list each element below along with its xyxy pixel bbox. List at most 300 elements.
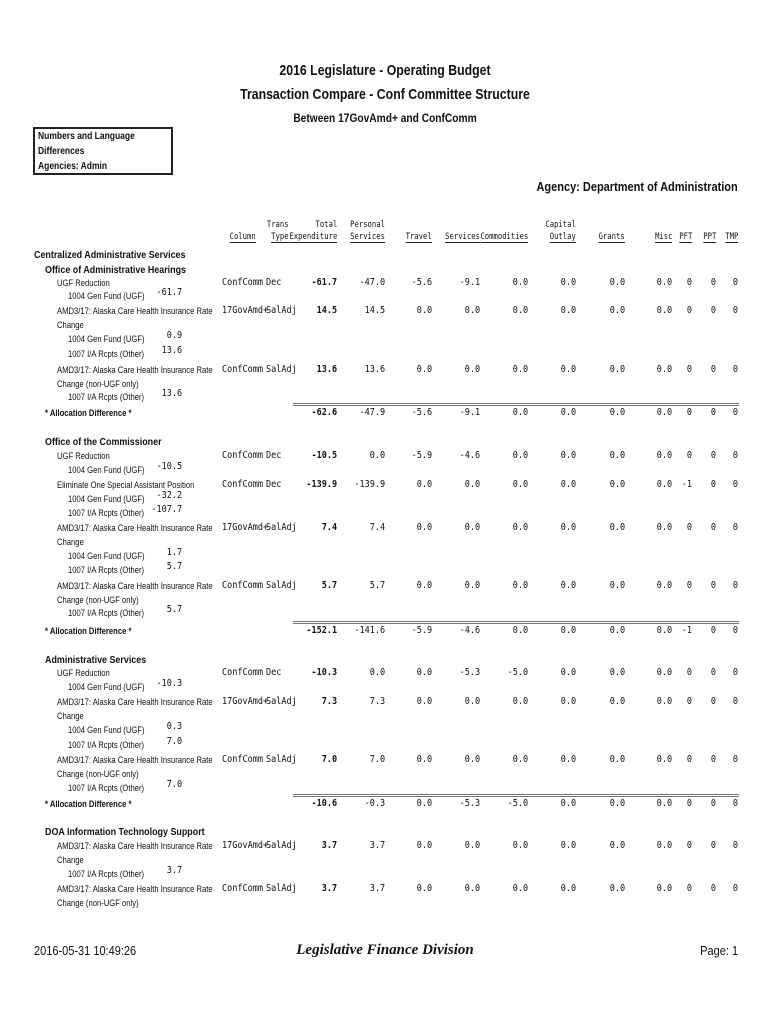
amount-cell: 0.0: [512, 754, 528, 765]
transaction-column: ConfComm: [222, 479, 263, 490]
fund-amount: 1.7: [166, 547, 182, 558]
transaction-column: 17GovAmd+: [222, 840, 269, 851]
transaction-column: ConfComm: [222, 450, 263, 461]
fund-source: 1004 Gen Fund (UGF): [68, 334, 145, 344]
fund-source: 1004 Gen Fund (UGF): [68, 682, 145, 692]
amount-cell: 0.0: [609, 840, 625, 851]
column-header-line1: [480, 219, 528, 231]
transaction-column: 17GovAmd+: [222, 522, 269, 533]
transaction-type: SalAdj: [266, 696, 297, 707]
transaction-type: Dec: [266, 450, 282, 461]
fund-source: 1007 I/A Rcpts (Other): [68, 508, 145, 518]
amount-cell: 0.0: [656, 696, 672, 707]
column-header: [725, 219, 738, 243]
amount-cell: 0: [710, 522, 716, 533]
amount-cell: 0: [710, 667, 716, 678]
fund-source: 1004 Gen Fund (UGF): [68, 291, 145, 301]
total-cell: 0.0: [560, 625, 576, 636]
amount-cell: 14.5: [316, 305, 337, 316]
section-title: Office of Administrative Hearings: [45, 264, 187, 276]
column-header: [599, 219, 625, 243]
amount-cell: 0.0: [464, 305, 480, 316]
amount-cell: 0.0: [609, 696, 625, 707]
amount-cell: -61.7: [311, 277, 337, 288]
total-cell: -9.1: [459, 407, 480, 418]
transaction-type: SalAdj: [266, 883, 297, 894]
amount-cell: 0: [686, 364, 692, 375]
transaction-label: Eliminate One Special Assistant Position: [57, 480, 195, 490]
total-cell: 0.0: [609, 407, 625, 418]
total-cell: -5.6: [411, 407, 432, 418]
total-cell: 0: [732, 407, 738, 418]
amount-cell: 0: [732, 840, 738, 851]
fund-amount: 5.7: [166, 604, 182, 615]
amount-cell: 7.0: [321, 754, 337, 765]
filter-box: [33, 127, 173, 175]
amount-cell: 0.0: [560, 840, 576, 851]
amount-cell: 0.0: [560, 522, 576, 533]
column-header-line1: Capital: [545, 220, 576, 230]
amount-cell: -5.3: [459, 667, 480, 678]
amount-cell: 0.0: [560, 364, 576, 375]
transaction-type: SalAdj: [266, 305, 297, 316]
column-header-line2: Outlay: [549, 232, 576, 242]
amount-cell: 0: [686, 883, 692, 894]
column-header-line1: Personal: [350, 220, 385, 230]
division-name: Legislative Finance Division: [296, 942, 474, 958]
transaction-type: SalAdj: [266, 522, 297, 533]
amount-cell: 0.0: [609, 754, 625, 765]
amount-cell: 0: [686, 696, 692, 707]
transaction-column: ConfComm: [222, 754, 263, 765]
amount-cell: 0: [710, 450, 716, 461]
amount-cell: 0: [732, 479, 738, 490]
column-header-line2: Type: [271, 232, 289, 242]
column-header-line2: Column: [229, 232, 256, 242]
amount-cell: 0.0: [609, 450, 625, 461]
amount-cell: 0: [686, 840, 692, 851]
fund-amount: 13.6: [161, 345, 182, 356]
column-header-line2: Travel: [405, 232, 432, 242]
amount-cell: 0.0: [464, 522, 480, 533]
amount-cell: 0.0: [656, 840, 672, 851]
column-header: [230, 219, 256, 243]
transaction-label: UGF Reduction: [57, 451, 110, 461]
amount-cell: 0.0: [656, 364, 672, 375]
amount-cell: 0: [686, 754, 692, 765]
transaction-column: 17GovAmd+: [222, 696, 269, 707]
transaction-type: SalAdj: [266, 364, 297, 375]
amount-cell: 3.7: [321, 840, 337, 851]
column-header-line1: [599, 219, 625, 231]
amount-cell: 5.7: [321, 580, 337, 591]
section-title: Office of the Commissioner: [45, 436, 162, 448]
column-header-line2: Misc: [654, 232, 672, 242]
column-header-line1: [406, 219, 432, 231]
fund-source: 1007 I/A Rcpts (Other): [68, 740, 145, 750]
total-cell: 0: [686, 407, 692, 418]
fund-source: 1007 I/A Rcpts (Other): [68, 608, 145, 618]
transaction-column: ConfComm: [222, 667, 263, 678]
column-header-line2: Expenditure: [289, 232, 337, 242]
column-header-line1: [445, 219, 480, 231]
amount-cell: 0: [686, 580, 692, 591]
fund-amount: -61.7: [156, 287, 182, 298]
amount-cell: 0.0: [369, 450, 385, 461]
column-header: [546, 219, 576, 243]
column-header: [445, 219, 480, 243]
total-rule: [293, 794, 739, 797]
amount-cell: 0: [732, 883, 738, 894]
amount-cell: 0.0: [369, 667, 385, 678]
total-cell: -5.3: [459, 798, 480, 809]
fund-source: 1007 I/A Rcpts (Other): [68, 565, 145, 575]
amount-cell: 14.5: [364, 305, 385, 316]
amount-cell: 0.0: [416, 479, 432, 490]
fund-amount: -10.3: [156, 678, 182, 689]
amount-cell: 0.0: [464, 364, 480, 375]
amount-cell: -10.3: [311, 667, 337, 678]
amount-cell: 0: [686, 450, 692, 461]
transaction-label: AMD3/17: Alaska Care Health Insurance Rate: [57, 581, 213, 591]
column-header-line2: Commodities: [480, 232, 528, 242]
amount-cell: 0.0: [416, 696, 432, 707]
amount-cell: 0.0: [609, 580, 625, 591]
total-cell: -5.9: [411, 625, 432, 636]
fund-amount: 7.0: [166, 736, 182, 747]
amount-cell: 0.0: [464, 754, 480, 765]
amount-cell: 0.0: [416, 667, 432, 678]
transaction-type: Dec: [266, 277, 282, 288]
fund-amount: 13.6: [161, 388, 182, 399]
transaction-column: ConfComm: [222, 277, 263, 288]
total-cell: 0: [732, 798, 738, 809]
amount-cell: 0.0: [656, 883, 672, 894]
amount-cell: 0.0: [560, 479, 576, 490]
transaction-label: Change: [57, 537, 84, 547]
amount-cell: -9.1: [459, 277, 480, 288]
amount-cell: 0.0: [609, 522, 625, 533]
total-cell: 0: [710, 798, 716, 809]
transaction-type: SalAdj: [266, 754, 297, 765]
column-header-line2: Grants: [598, 232, 625, 242]
amount-cell: 13.6: [364, 364, 385, 375]
total-rule: [293, 403, 739, 406]
transaction-label: Change (non-UGF only): [57, 379, 139, 389]
amount-cell: 0: [710, 883, 716, 894]
column-header: [703, 219, 716, 243]
amount-cell: 0: [710, 754, 716, 765]
column-header-line2: Services: [445, 232, 480, 242]
amount-cell: 0.0: [512, 840, 528, 851]
amount-cell: 0.0: [464, 580, 480, 591]
transaction-label: AMD3/17: Alaska Care Health Insurance Rate: [57, 755, 213, 765]
total-cell: 0.0: [560, 798, 576, 809]
amount-cell: 7.3: [321, 696, 337, 707]
amount-cell: 0.0: [656, 277, 672, 288]
fund-amount: -10.5: [156, 461, 182, 472]
transaction-column: ConfComm: [222, 364, 263, 375]
amount-cell: 0: [686, 522, 692, 533]
fund-amount: -32.2: [156, 490, 182, 501]
column-header-line1: Total: [315, 220, 337, 230]
allocation-difference-label: * Allocation Difference *: [45, 799, 132, 809]
amount-cell: -1: [681, 479, 692, 490]
amount-cell: 0: [732, 696, 738, 707]
filter-line: Differences: [38, 146, 85, 157]
amount-cell: 0.0: [560, 277, 576, 288]
total-cell: 0.0: [560, 407, 576, 418]
amount-cell: 0.0: [656, 305, 672, 316]
column-header-line2: PFT: [678, 232, 692, 242]
amount-cell: 0: [732, 754, 738, 765]
amount-cell: 0.0: [656, 450, 672, 461]
fund-amount: -107.7: [151, 504, 182, 515]
transaction-column: 17GovAmd+: [222, 305, 269, 316]
column-header-line1: Trans: [267, 220, 289, 230]
amount-cell: 0.0: [560, 305, 576, 316]
total-cell: 0: [710, 407, 716, 418]
column-header: [267, 219, 289, 243]
amount-cell: -5.6: [411, 277, 432, 288]
amount-cell: 13.6: [316, 364, 337, 375]
amount-cell: 0: [686, 277, 692, 288]
total-cell: 0: [686, 798, 692, 809]
section-title: DOA Information Technology Support: [45, 826, 205, 838]
amount-cell: -10.5: [311, 450, 337, 461]
fund-source: 1007 I/A Rcpts (Other): [68, 392, 145, 402]
transaction-label: AMD3/17: Alaska Care Health Insurance Rate: [57, 306, 213, 316]
amount-cell: 0.0: [512, 696, 528, 707]
transaction-label: UGF Reduction: [57, 668, 110, 678]
transaction-column: ConfComm: [222, 883, 263, 894]
transaction-label: Change (non-UGF only): [57, 595, 139, 605]
amount-cell: 0: [732, 580, 738, 591]
transaction-label: Change: [57, 320, 84, 330]
fund-amount: 5.7: [166, 561, 182, 572]
column-header-line1: [725, 219, 738, 231]
fund-source: 1004 Gen Fund (UGF): [68, 494, 145, 504]
amount-cell: 7.4: [369, 522, 385, 533]
total-cell: -4.6: [459, 625, 480, 636]
amount-cell: 0.0: [512, 479, 528, 490]
amount-cell: 0: [732, 277, 738, 288]
column-header-line1: [655, 219, 672, 231]
amount-cell: 0.0: [609, 667, 625, 678]
amount-cell: 0.0: [609, 305, 625, 316]
total-cell: 0.0: [656, 407, 672, 418]
amount-cell: 0.0: [609, 277, 625, 288]
amount-cell: 3.7: [369, 840, 385, 851]
amount-cell: 0.0: [656, 754, 672, 765]
amount-cell: 0: [710, 277, 716, 288]
total-cell: -62.6: [311, 407, 337, 418]
agency-title: Agency: Department of Administration: [536, 180, 738, 194]
column-header-line2: PPT: [702, 232, 716, 242]
amount-cell: 5.7: [369, 580, 385, 591]
amount-cell: 0: [710, 580, 716, 591]
amount-cell: 0.0: [512, 522, 528, 533]
amount-cell: -47.0: [359, 277, 385, 288]
amount-cell: 0.0: [512, 883, 528, 894]
column-header: [679, 219, 692, 243]
amount-cell: 0.0: [464, 840, 480, 851]
total-cell: 0.0: [656, 625, 672, 636]
amount-cell: 0.0: [416, 840, 432, 851]
total-cell: 0: [710, 625, 716, 636]
report-subtitle: Transaction Compare - Conf Committee Structure: [240, 86, 530, 103]
amount-cell: 0.0: [464, 479, 480, 490]
total-cell: 0.0: [656, 798, 672, 809]
transaction-label: UGF Reduction: [57, 278, 110, 288]
column-header: [655, 219, 672, 243]
total-cell: -47.9: [359, 407, 385, 418]
page-number: Page: 1: [700, 944, 738, 958]
total-rule: [293, 621, 739, 624]
amount-cell: 0.0: [656, 580, 672, 591]
fund-source: 1007 I/A Rcpts (Other): [68, 349, 145, 359]
transaction-label: AMD3/17: Alaska Care Health Insurance Rate: [57, 365, 213, 375]
amount-cell: -5.0: [507, 667, 528, 678]
column-header: [350, 219, 385, 243]
amount-cell: 0.0: [656, 522, 672, 533]
total-cell: -141.6: [354, 625, 385, 636]
column-header: [289, 219, 337, 243]
amount-cell: 3.7: [369, 883, 385, 894]
fund-amount: 0.3: [166, 721, 182, 732]
amount-cell: 0: [710, 364, 716, 375]
amount-cell: 0: [732, 450, 738, 461]
total-cell: 0: [732, 625, 738, 636]
amount-cell: 7.3: [369, 696, 385, 707]
amount-cell: 0.0: [609, 479, 625, 490]
amount-cell: 3.7: [321, 883, 337, 894]
amount-cell: 7.0: [369, 754, 385, 765]
amount-cell: 0: [710, 696, 716, 707]
transaction-type: Dec: [266, 479, 282, 490]
column-header-line2: Services: [350, 232, 385, 242]
amount-cell: 0.0: [416, 364, 432, 375]
amount-cell: -139.9: [354, 479, 385, 490]
amount-cell: 0: [686, 305, 692, 316]
allocation-difference-label: * Allocation Difference *: [45, 408, 132, 418]
column-header-line1: [703, 219, 716, 231]
transaction-label: Change: [57, 711, 84, 721]
amount-cell: 0.0: [464, 883, 480, 894]
amount-cell: -5.9: [411, 450, 432, 461]
fund-amount: 0.9: [166, 330, 182, 341]
amount-cell: 0.0: [416, 305, 432, 316]
amount-cell: 0.0: [560, 580, 576, 591]
print-timestamp: 2016-05-31 10:49:26: [34, 944, 137, 958]
transaction-type: SalAdj: [266, 840, 297, 851]
total-cell: 0.0: [416, 798, 432, 809]
total-cell: -152.1: [306, 625, 337, 636]
transaction-label: AMD3/17: Alaska Care Health Insurance Rate: [57, 884, 213, 894]
amount-cell: 0.0: [609, 364, 625, 375]
transaction-label: AMD3/17: Alaska Care Health Insurance Rate: [57, 697, 213, 707]
filter-line: Agencies: Admin: [38, 161, 108, 172]
column-header-line1: [230, 219, 256, 231]
amount-cell: 0.0: [512, 277, 528, 288]
amount-cell: 0.0: [416, 754, 432, 765]
total-cell: 0.0: [609, 625, 625, 636]
amount-cell: 0.0: [560, 450, 576, 461]
transaction-type: SalAdj: [266, 580, 297, 591]
amount-cell: 0.0: [609, 883, 625, 894]
amount-cell: 0.0: [656, 667, 672, 678]
transaction-label: AMD3/17: Alaska Care Health Insurance Rate: [57, 523, 213, 533]
transaction-label: AMD3/17: Alaska Care Health Insurance Rate: [57, 841, 213, 851]
transaction-label: Change (non-UGF only): [57, 898, 139, 908]
total-cell: -0.3: [364, 798, 385, 809]
total-cell: 0.0: [609, 798, 625, 809]
amount-cell: 0: [710, 479, 716, 490]
amount-cell: 0.0: [512, 305, 528, 316]
fund-source: 1007 I/A Rcpts (Other): [68, 783, 145, 793]
amount-cell: 0: [732, 667, 738, 678]
fund-source: 1004 Gen Fund (UGF): [68, 551, 145, 561]
amount-cell: 0.0: [464, 696, 480, 707]
group-title: Centralized Administrative Services: [34, 249, 186, 261]
fund-source: 1004 Gen Fund (UGF): [68, 725, 145, 735]
total-cell: -10.6: [311, 798, 337, 809]
column-header: [480, 219, 528, 243]
amount-cell: 0.0: [560, 667, 576, 678]
allocation-difference-label: * Allocation Difference *: [45, 626, 132, 636]
amount-cell: 0.0: [416, 522, 432, 533]
amount-cell: 0.0: [512, 364, 528, 375]
amount-cell: -4.6: [459, 450, 480, 461]
filter-line: Numbers and Language: [38, 131, 135, 142]
total-cell: 0.0: [512, 407, 528, 418]
amount-cell: 0: [732, 305, 738, 316]
amount-cell: 0.0: [560, 696, 576, 707]
amount-cell: 0: [686, 667, 692, 678]
amount-cell: 0.0: [416, 580, 432, 591]
column-header-line2: TMP: [724, 232, 738, 242]
amount-cell: 0.0: [512, 580, 528, 591]
amount-cell: 0.0: [560, 883, 576, 894]
comparison-range: Between 17GovAmd+ and ConfComm: [293, 111, 477, 125]
amount-cell: 0: [732, 522, 738, 533]
fund-source: 1004 Gen Fund (UGF): [68, 465, 145, 475]
total-cell: -5.0: [507, 798, 528, 809]
fund-amount: 7.0: [166, 779, 182, 790]
column-header: [406, 219, 432, 243]
amount-cell: 0.0: [416, 883, 432, 894]
section-title: Administrative Services: [45, 654, 147, 666]
total-cell: -1: [681, 625, 692, 636]
transaction-label: Change: [57, 855, 84, 865]
total-cell: 0.0: [512, 625, 528, 636]
transaction-column: ConfComm: [222, 580, 263, 591]
amount-cell: 0: [710, 840, 716, 851]
amount-cell: 0.0: [512, 450, 528, 461]
report-title: 2016 Legislature - Operating Budget: [279, 62, 491, 79]
amount-cell: -139.9: [306, 479, 337, 490]
amount-cell: 0.0: [560, 754, 576, 765]
amount-cell: 0.0: [656, 479, 672, 490]
transaction-label: Change (non-UGF only): [57, 769, 139, 779]
amount-cell: 7.4: [321, 522, 337, 533]
amount-cell: 0: [732, 364, 738, 375]
column-header-line1: [679, 219, 692, 231]
transaction-type: Dec: [266, 667, 282, 678]
amount-cell: 0: [710, 305, 716, 316]
fund-amount: 3.7: [166, 865, 182, 876]
fund-source: 1007 I/A Rcpts (Other): [68, 869, 145, 879]
